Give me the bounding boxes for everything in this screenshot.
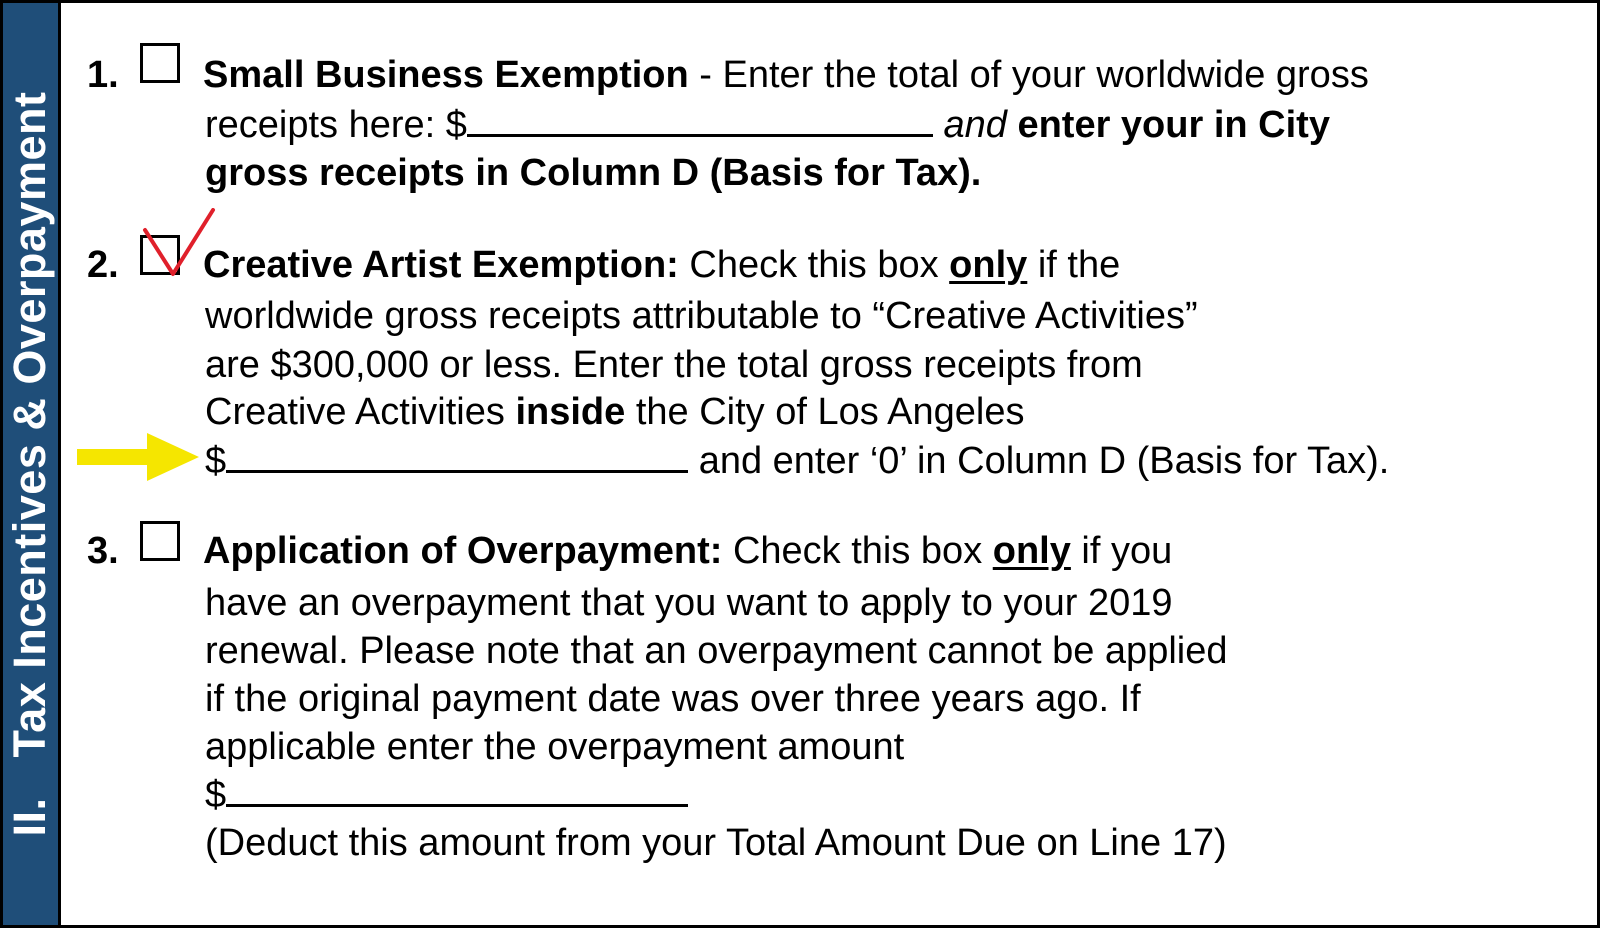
item-3-number: 3. — [87, 530, 119, 572]
side-band-divider — [58, 3, 61, 925]
item-1-line-1: Small Business Exemption - Enter the total of your worldwide gross — [203, 54, 1369, 96]
application-of-overpayment-checkbox[interactable] — [140, 521, 180, 561]
item-2-line-2: worldwide gross receipts attributable to “Creative Activities” — [205, 295, 1198, 337]
item-2-number: 2. — [87, 244, 119, 286]
item-3-title: Application of Overpayment: — [203, 530, 723, 572]
item-2-title: Creative Artist Exemption: — [203, 244, 679, 286]
item-2-line-4: Creative Activities inside the City of Los Angeles — [205, 391, 1025, 433]
item-1-line-3: gross receipts in Column D (Basis for Tax). — [205, 152, 982, 194]
item-2-line-1: Creative Artist Exemption: Check this box only if the — [203, 244, 1121, 286]
item-3-line-4: if the original payment date was over three years ago. If — [205, 678, 1141, 720]
creative-activities-receipts-field[interactable] — [226, 440, 688, 473]
item-3-line-6: $ — [205, 773, 688, 817]
item-1-number: 1. — [87, 54, 119, 96]
item-3-line-5: applicable enter the overpayment amount — [205, 726, 905, 768]
item-3-line-2: have an overpayment that you want to apply to your 2019 — [205, 582, 1173, 624]
section-side-band — [3, 3, 58, 925]
item-3-line-7: (Deduct this amount from your Total Amount Due on Line 17) — [205, 822, 1227, 864]
item-1-title: Small Business Exemption — [203, 54, 689, 96]
section-title: Tax Incentives & Overpayment — [4, 91, 55, 758]
worldwide-gross-receipts-field[interactable] — [467, 104, 933, 137]
item-3-line-1: Application of Overpayment: Check this box only if you — [203, 530, 1173, 572]
yellow-arrow-right-icon — [77, 433, 199, 481]
section-heading — [4, 92, 56, 837]
item-1-line-2: receipts here: $ and enter your in City — [205, 104, 1330, 146]
section-number: II. — [4, 797, 55, 837]
overpayment-amount-field[interactable] — [226, 774, 688, 807]
small-business-exemption-checkbox[interactable] — [140, 43, 180, 83]
item-2-line-5: $ and enter ‘0’ in Column D (Basis for Tax). — [205, 440, 1390, 482]
item-2-line-3: are $300,000 or less. Enter the total gross receipts from — [205, 344, 1143, 386]
item-3-line-3: renewal. Please note that an overpayment cannot be applied — [205, 630, 1228, 672]
